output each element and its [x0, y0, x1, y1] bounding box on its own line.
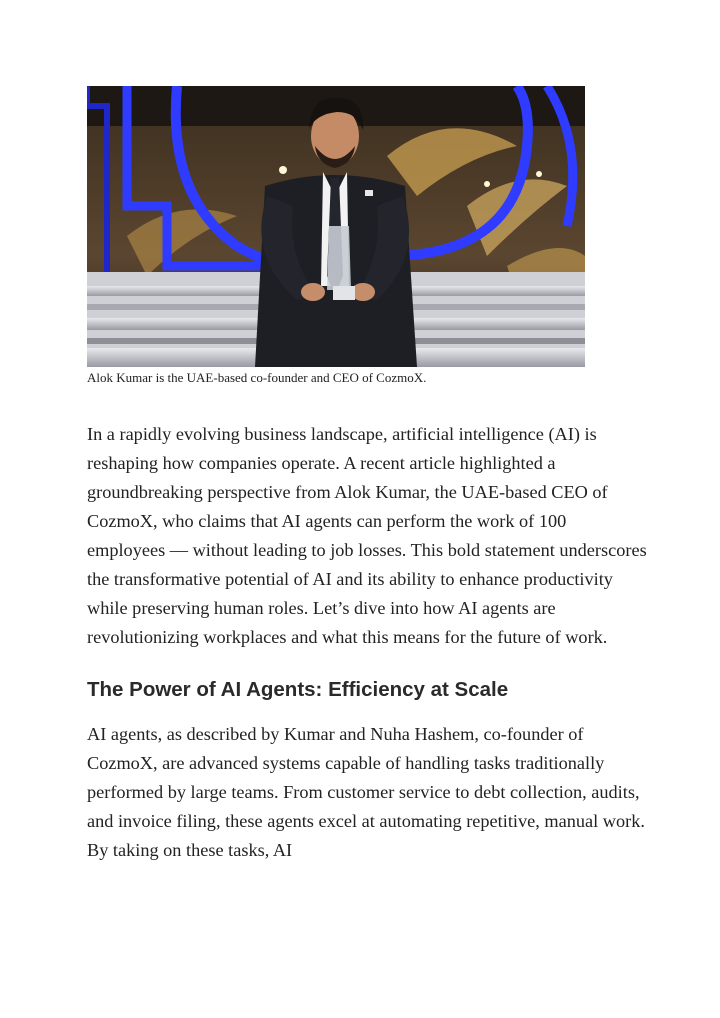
article-photo [87, 86, 585, 367]
intro-paragraph: In a rapidly evolving business landscape, artificial intelligence (AI) is reshaping how companies operate. A recent article highlighted a groundbreaking perspective from Alok Kumar, the UAE-based CEO of CozmoX, who claims that AI agents can perform the work of 100 employees — without leading to job losses. This bold statement underscores the transformative potential of AI and its ability to enhance productivity while preserving human roles. Let’s dive into how AI agents are revolutionizing workplaces and what this means for the future of work. [87, 424, 647, 647]
photo-caption: Alok Kumar is the UAE-based co-founder and CEO of CozmoX. [87, 370, 427, 385]
article-page [87, 86, 647, 865]
section-paragraph: AI agents, as described by Kumar and Nuha Hashem, co-founder of CozmoX, are advanced systems capable of handling tasks traditionally performed by large teams. From customer service to debt collection, audits, and invoice filing, these agents excel at automating repetitive, manual work. By taking on these tasks, AI [87, 724, 645, 860]
section-heading: The Power of AI Agents: Efficiency at Scale [87, 678, 509, 701]
